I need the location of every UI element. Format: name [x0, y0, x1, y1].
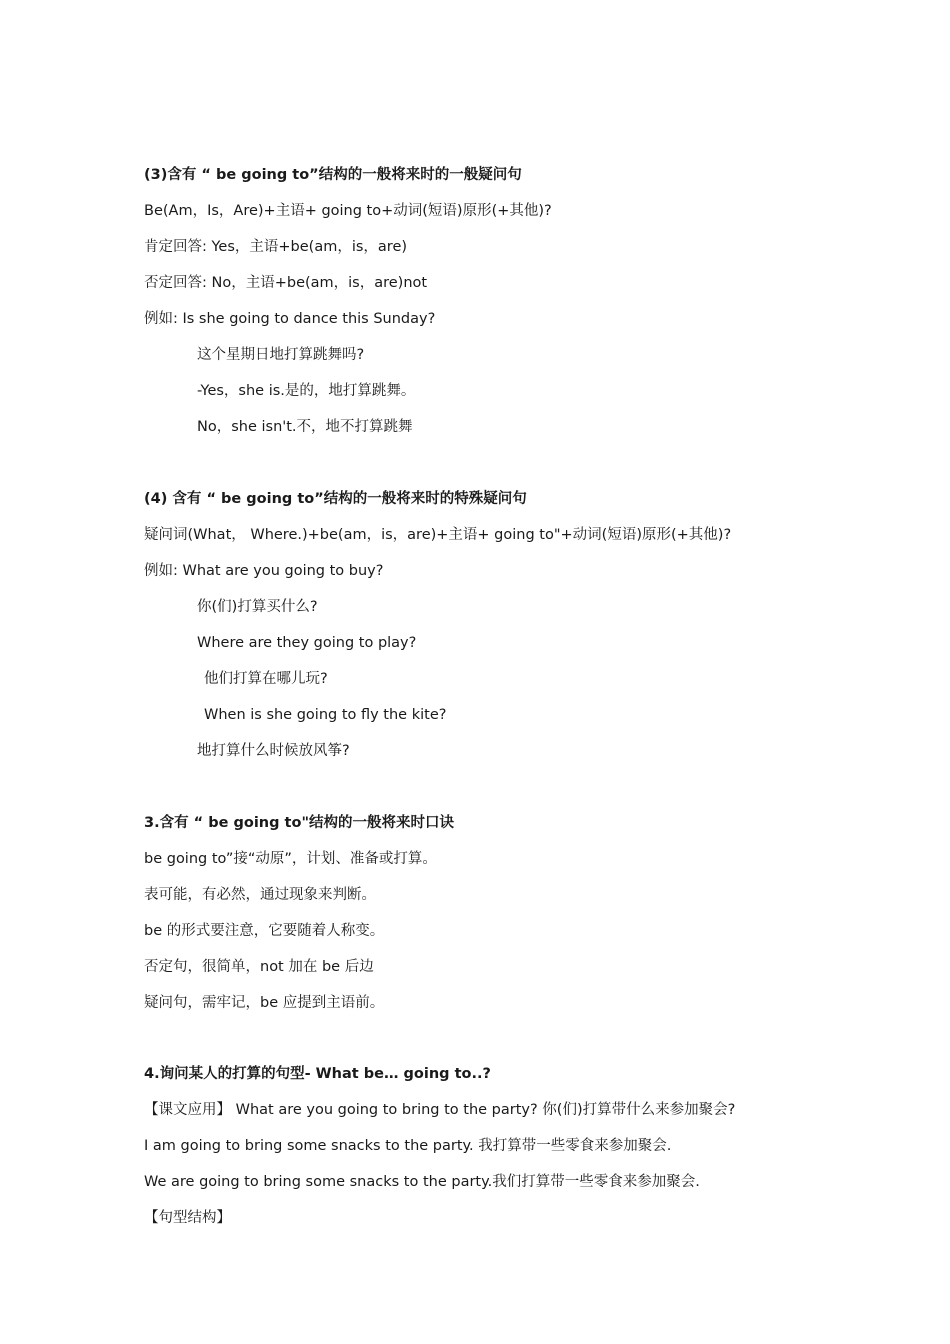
example-translation: 你(们)打算买什么? [197, 599, 318, 615]
section-heading-rhyme: 3.含有 “ be going to"结构的一般将来时口诀 [144, 815, 454, 831]
section-heading-yes-no-question: (3)含有 “ be going to”结构的一般将来时的一般疑问句 [144, 167, 522, 183]
example-line: 例如: What are you going to buy? [144, 563, 384, 579]
example-sentence: I am going to bring some snacks to the party. 我打算带一些零食来参加聚会. [144, 1138, 672, 1154]
rhyme-line: be 的形式要注意，它要随着人称变。 [144, 923, 385, 939]
rhyme-line: 表可能，有必然，通过现象来判断。 [144, 887, 376, 903]
rhyme-line: 疑问句，需牢记，be 应提到主语前。 [144, 995, 385, 1011]
rhyme-line: be going to”接“动原”，计划、准备或打算。 [144, 851, 437, 867]
section-heading-asking-plans: 4.询问某人的打算的句型- What be… going to..? [144, 1066, 491, 1082]
example-translation: 地打算什么时候放风筝? [197, 743, 350, 759]
example-sentence: We are going to bring some snacks to the party.我们打算带一些零食来参加聚会. [144, 1174, 700, 1190]
example-answer-no: No，she isn't.不，地不打算跳舞 [197, 419, 413, 435]
affirmative-answer-line: 肯定回答: Yes，主语+be(am，is，are) [144, 239, 408, 255]
example-sentence: When is she going to fly the kite? [204, 707, 447, 723]
sentence-structure-label: 【句型结构】 [144, 1210, 231, 1226]
example-sentence: Where are they going to play? [197, 635, 417, 651]
example-answer-yes: -Yes，she is.是的，地打算跳舞。 [197, 383, 416, 399]
example-line: 例如: Is she going to dance this Sunday? [144, 311, 436, 327]
section-heading-wh-question: (4) 含有 “ be going to”结构的一般将来时的特殊疑问句 [144, 491, 527, 507]
negative-answer-line: 否定回答: No，主语+be(am，is，are)not [144, 275, 428, 291]
example-translation: 他们打算在哪儿玩? [204, 671, 328, 687]
structure-line: Be(Am，Is，Are)+主语+ going to+动词(短语)原形(+其他)? [144, 203, 552, 219]
rhyme-line: 否定句，很简单，not 加在 be 后边 [144, 959, 374, 975]
text-application-line: 【课文应用】 What are you going to bring to the party? 你(们)打算带什么来参加聚会? [144, 1102, 736, 1118]
structure-line: 疑问词(What， Where.)+be(am，is，are)+主语+ going to"+动词(短语)原形(+其他)? [144, 527, 732, 543]
example-translation: 这个星期日地打算跳舞吗? [197, 347, 365, 363]
